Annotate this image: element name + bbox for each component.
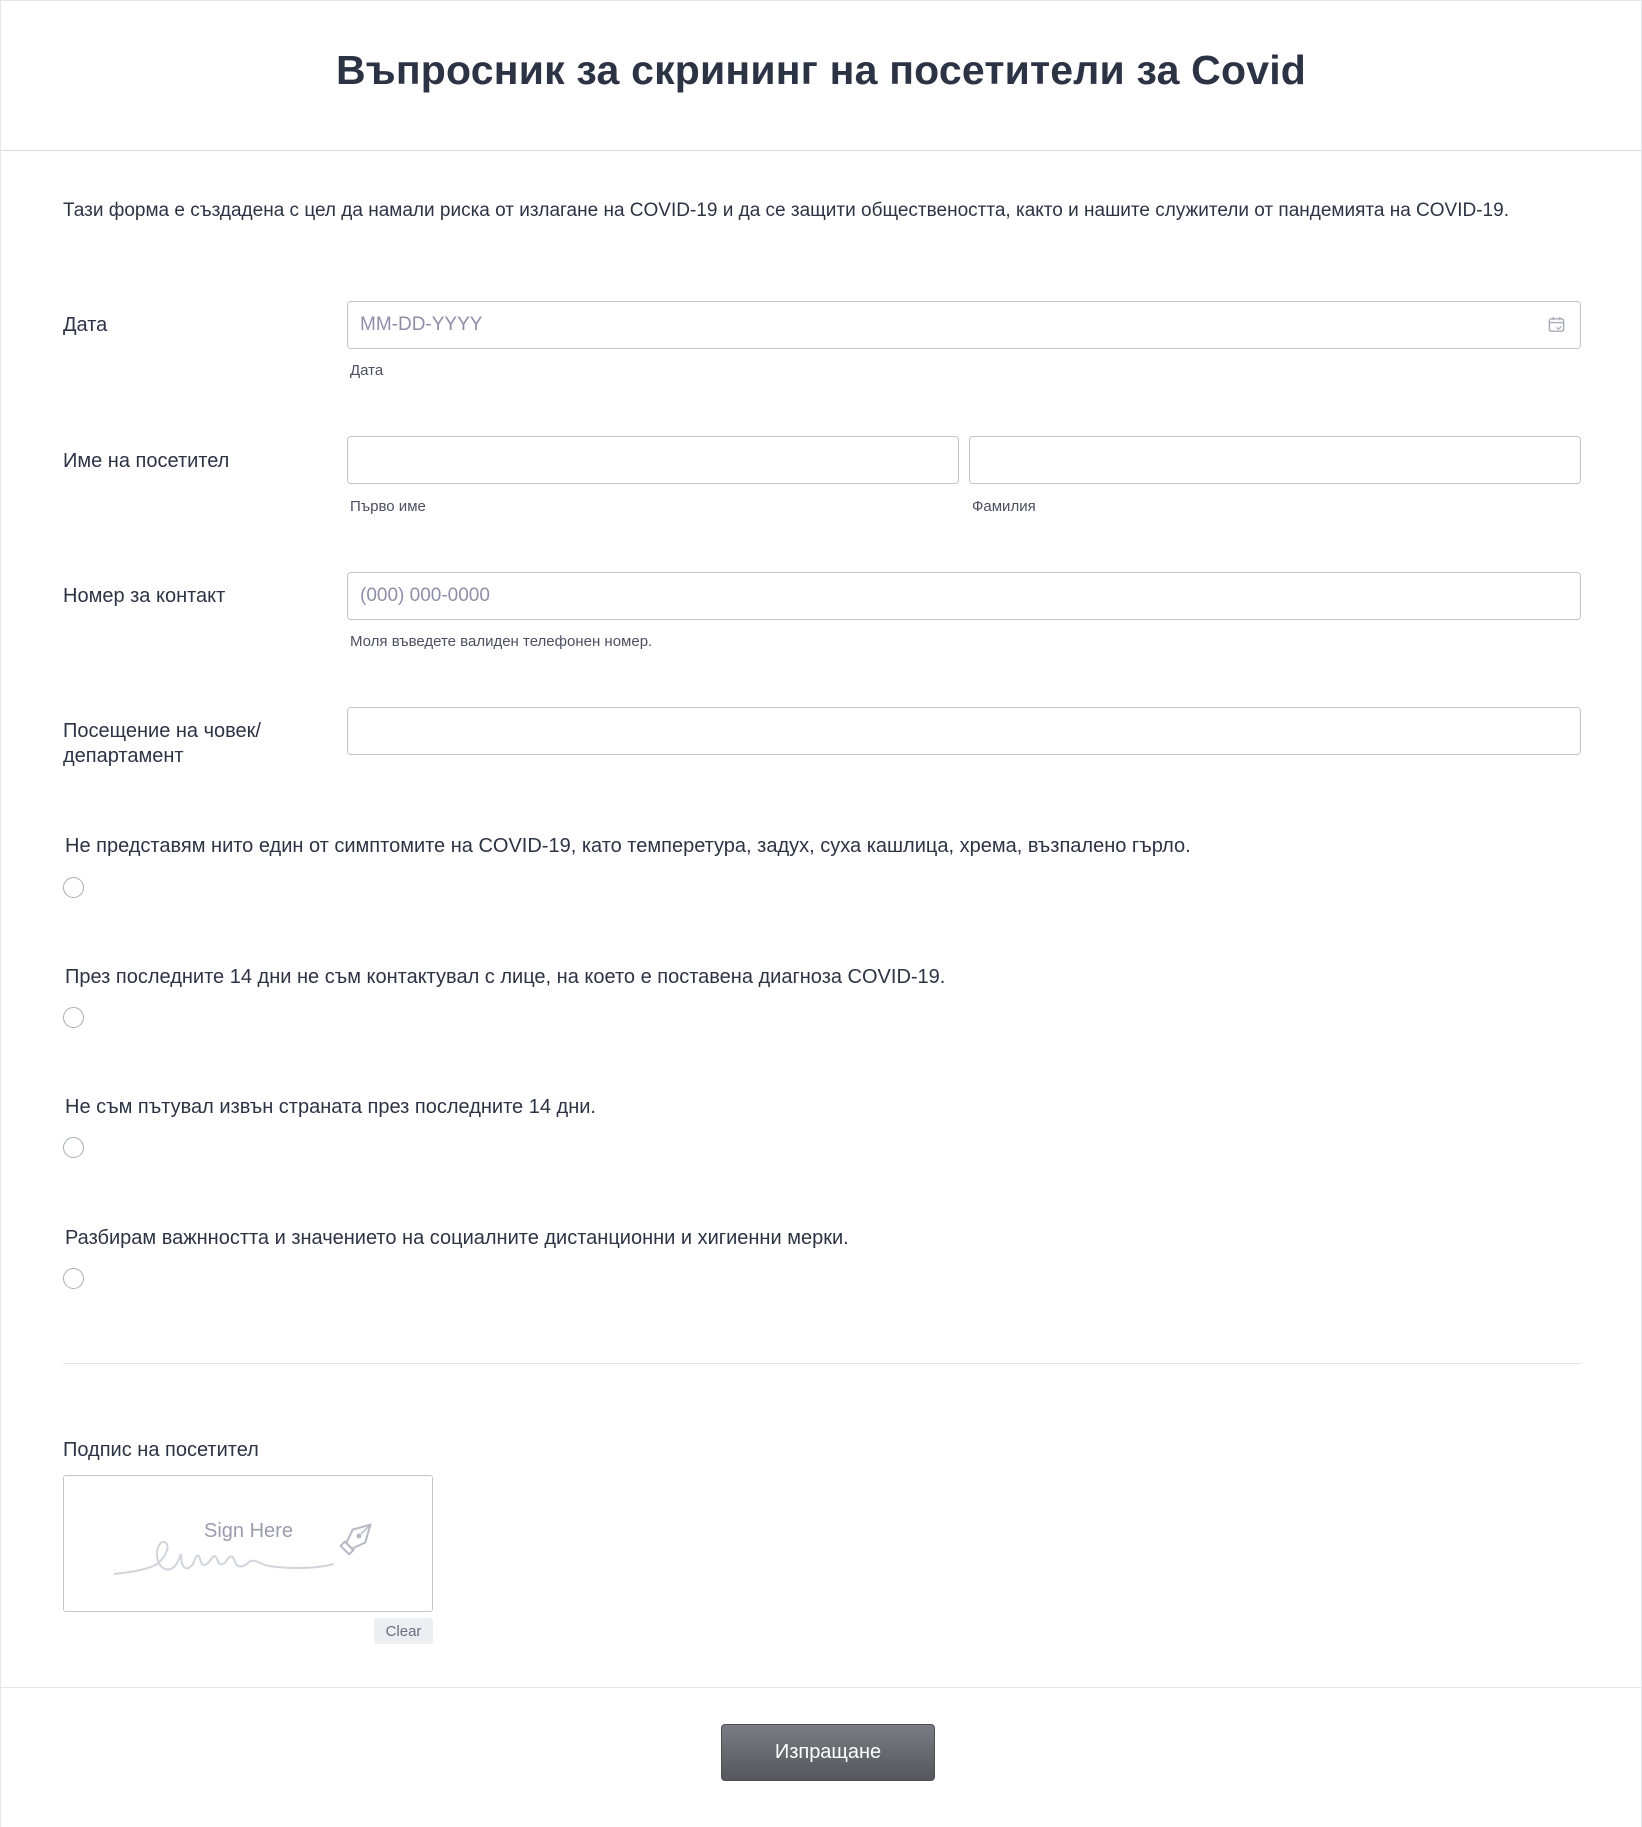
- phone-placeholder: (000) 000-0000: [360, 585, 490, 606]
- visiting-input[interactable]: [347, 707, 1581, 755]
- intro-text: Тази форма е създадена с цел да намали риска от излагане на COVID-19 и да се защити обществеността, както и нашите служители от пандемията на COVID-19.: [63, 200, 1509, 221]
- question-travel: Не съм пътувал извън страната през последните 14 дни.: [65, 1096, 596, 1118]
- footer-divider: [1, 1687, 1641, 1688]
- visiting-label-line2: департамент: [63, 745, 184, 767]
- clear-signature-button[interactable]: Clear: [374, 1618, 433, 1644]
- question-contact: През последните 14 дни не съм контактувал с лице, на което е поставена диагноза COVID-19.: [65, 966, 946, 988]
- signature-label: Подпис на посетител: [63, 1439, 259, 1461]
- date-label: Дата: [63, 314, 108, 336]
- signature-placeholder: Sign Here: [204, 1520, 293, 1542]
- section-divider: [63, 1363, 1581, 1364]
- visiting-label: [63, 719, 261, 769]
- phone-input[interactable]: [347, 572, 1581, 620]
- page-title: Въпросник за скрининг на посетители за Covid: [335, 47, 1307, 93]
- first-name-input[interactable]: [347, 436, 959, 484]
- question-symptoms-radio[interactable]: [63, 877, 84, 898]
- date-placeholder: MM-DD-YYYY: [360, 314, 483, 335]
- last-name-input[interactable]: [969, 436, 1581, 484]
- question-travel-radio[interactable]: [63, 1137, 84, 1158]
- contact-label: Номер за контакт: [63, 585, 226, 607]
- question-hygiene: Разбирам важнността и значението на социалните дистанционни и хигиенни мерки.: [65, 1227, 849, 1249]
- submit-button[interactable]: Изпращане: [721, 1724, 935, 1781]
- question-contact-radio[interactable]: [63, 1007, 84, 1028]
- signature-pad[interactable]: [63, 1475, 433, 1612]
- calendar-icon[interactable]: [1547, 315, 1566, 334]
- first-name-sublabel: Първо име: [350, 498, 426, 515]
- date-input[interactable]: [347, 301, 1581, 349]
- visitor-name-label: Име на посетител: [63, 450, 230, 472]
- last-name-sublabel: Фамилия: [972, 498, 1036, 515]
- question-hygiene-radio[interactable]: [63, 1268, 84, 1289]
- form-header: [1, 1, 1641, 151]
- question-symptoms: Не представям нито един от симптомите на COVID-19, като темперетура, задух, суха кашлица, хрема, възпалено гърло.: [65, 835, 1191, 857]
- visiting-label-line1: Посещение на човек/: [63, 720, 261, 742]
- date-sublabel: Дата: [350, 362, 384, 379]
- phone-sublabel: Моля въведете валиден телефонен номер.: [350, 633, 653, 650]
